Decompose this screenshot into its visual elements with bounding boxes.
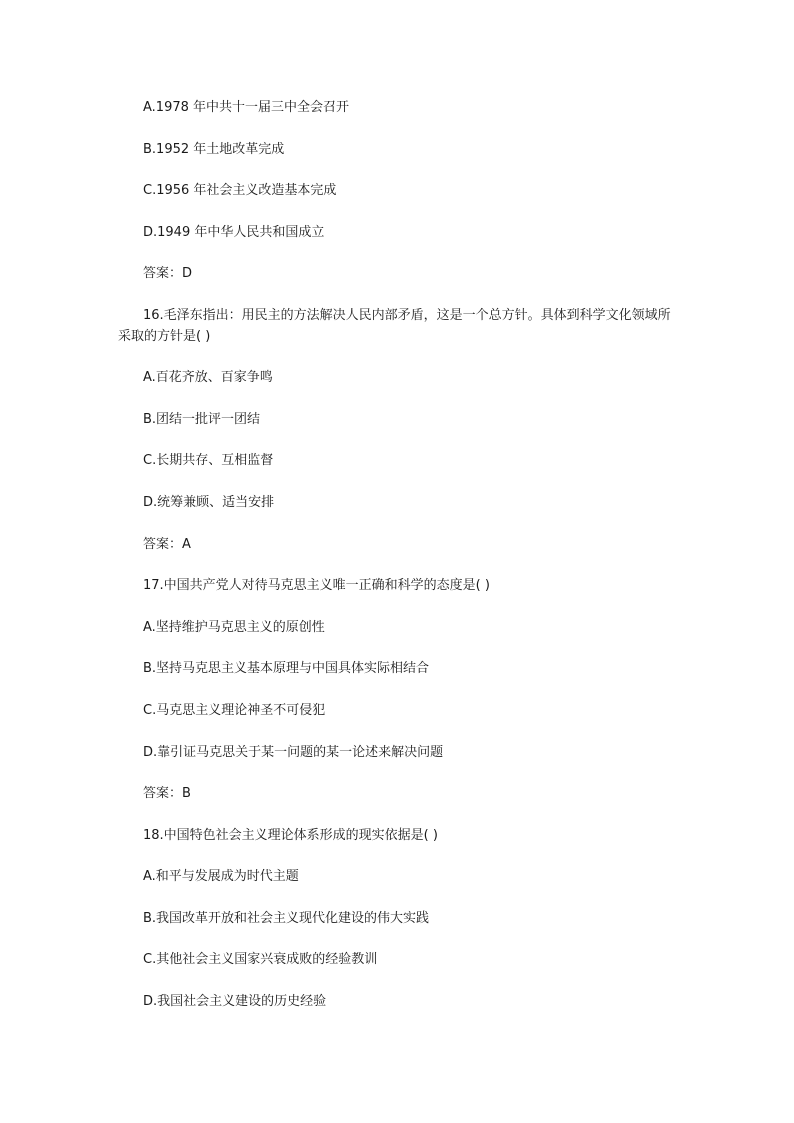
q15-answer: 答案：D xyxy=(143,266,193,281)
q17-option-c: C.马克思主义理论神圣不可侵犯 xyxy=(143,703,326,718)
q17-option-a: A.坚持维护马克思主义的原创性 xyxy=(143,620,325,635)
q17-question: 17.中国共产党人对待马克思主义唯一正确和科学的态度是( ) xyxy=(143,578,490,593)
q17-answer: 答案：B xyxy=(143,786,191,801)
q18-question: 18.中国特色社会主义理论体系形成的现实依据是( ) xyxy=(143,828,438,843)
q17-option-b: B.坚持马克思主义基本原理与中国具体实际相结合 xyxy=(143,661,430,676)
q18-option-a: A.和平与发展成为时代主题 xyxy=(143,869,299,884)
q16-answer: 答案：A xyxy=(143,537,191,552)
q15-option-b: B.1952 年土地改革完成 xyxy=(143,142,285,157)
q17-option-d: D.靠引证马克思关于某一问题的某一论述来解决问题 xyxy=(143,745,444,760)
q18-option-d: D.我国社会主义建设的历史经验 xyxy=(143,994,327,1009)
q16-option-a: A.百花齐放、百家争鸣 xyxy=(143,370,273,385)
q16-option-b: B.团结一批评一团结 xyxy=(143,412,261,427)
q15-option-c: C.1956 年社会主义改造基本完成 xyxy=(143,183,337,198)
q16-option-c: C.长期共存、互相监督 xyxy=(143,453,274,468)
q16-question: 16.毛泽东指出：用民主的方法解决人民内部矛盾，这是一个总方针。具体到科学文化领域所采取的方针是( ) xyxy=(118,308,671,344)
q15-option-a: A.1978 年中共十一届三中全会召开 xyxy=(143,100,350,115)
q18-option-b: B.我国改革开放和社会主义现代化建设的伟大实践 xyxy=(143,911,430,926)
q16-option-d: D.统筹兼顾、适当安排 xyxy=(143,495,275,510)
q15-option-d: D.1949 年中华人民共和国成立 xyxy=(143,225,325,240)
q18-option-c: C.其他社会主义国家兴衰成败的经验教训 xyxy=(143,952,378,967)
